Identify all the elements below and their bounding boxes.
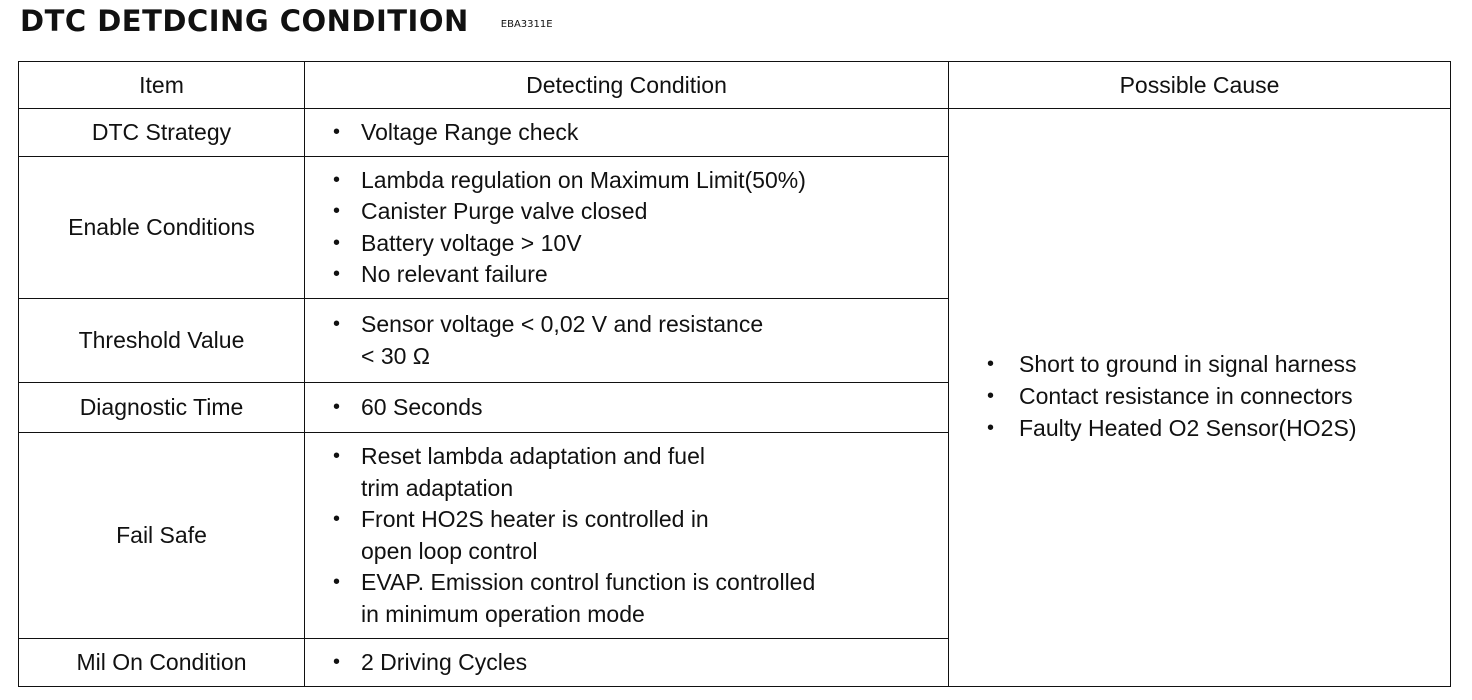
cause-item: • Faulty Heated O2 Sensor(HO2S) (987, 412, 1440, 444)
condition-line: • EVAP. Emission control function is controlled (361, 569, 816, 595)
row-item-mil-on-condition: Mil On Condition (19, 639, 305, 687)
possible-cause-list (987, 348, 1440, 444)
condition-list (333, 117, 938, 149)
condition-line: • Reset lambda adaptation and fuel (361, 443, 705, 469)
condition-item: • Canister Purge valve closed (333, 196, 938, 228)
condition-item: • Lambda regulation on Maximum Limit(50%) (333, 165, 938, 197)
condition-item: • Voltage Range check (333, 117, 938, 149)
cause-item: • Contact resistance in connectors (987, 380, 1440, 412)
condition-line: • Sensor voltage < 0,02 V and resistance (361, 311, 764, 337)
condition-item (333, 567, 938, 630)
condition-item (333, 504, 938, 567)
page-heading (20, 4, 553, 44)
condition-item: • 2 Driving Cycles (333, 647, 938, 679)
row-conditions (305, 109, 949, 157)
condition-item: • 60 Seconds (333, 392, 938, 424)
row-conditions (305, 299, 949, 383)
row-conditions (305, 639, 949, 687)
row-conditions (305, 383, 949, 433)
condition-line: trim adaptation (361, 474, 514, 501)
table-row (19, 109, 1451, 157)
row-conditions (305, 157, 949, 299)
dtc-condition-table (18, 61, 1451, 687)
condition-line: open loop control (361, 537, 538, 564)
row-item-dtc-strategy: DTC Strategy (19, 109, 305, 157)
condition-line: < 30 Ω (361, 342, 430, 369)
page-title: DTC DETDCING CONDITION (20, 4, 469, 38)
condition-list (333, 165, 938, 291)
condition-line: in minimum operation mode (361, 600, 645, 627)
possible-cause-cell (949, 109, 1451, 687)
cause-item: • Short to ground in signal harness (987, 348, 1440, 380)
row-conditions (305, 433, 949, 639)
row-item-fail-safe: Fail Safe (19, 433, 305, 639)
header-detecting-condition: Detecting Condition (305, 62, 949, 109)
table-header-row (19, 62, 1451, 109)
condition-item: • Battery voltage > 10V (333, 228, 938, 260)
header-item: Item (19, 62, 305, 109)
row-item-enable-conditions: Enable Conditions (19, 157, 305, 299)
condition-line: • Front HO2S heater is controlled in (361, 506, 709, 532)
document-code: EBA3311E (500, 19, 553, 30)
condition-item (333, 309, 938, 372)
condition-list (333, 647, 938, 679)
row-item-diagnostic-time: Diagnostic Time (19, 383, 305, 433)
condition-list (333, 441, 938, 630)
condition-list (333, 392, 938, 424)
condition-item: • No relevant failure (333, 259, 938, 291)
condition-item (333, 441, 938, 504)
condition-list (333, 309, 938, 372)
row-item-threshold-value: Threshold Value (19, 299, 305, 383)
header-possible-cause: Possible Cause (949, 62, 1451, 109)
